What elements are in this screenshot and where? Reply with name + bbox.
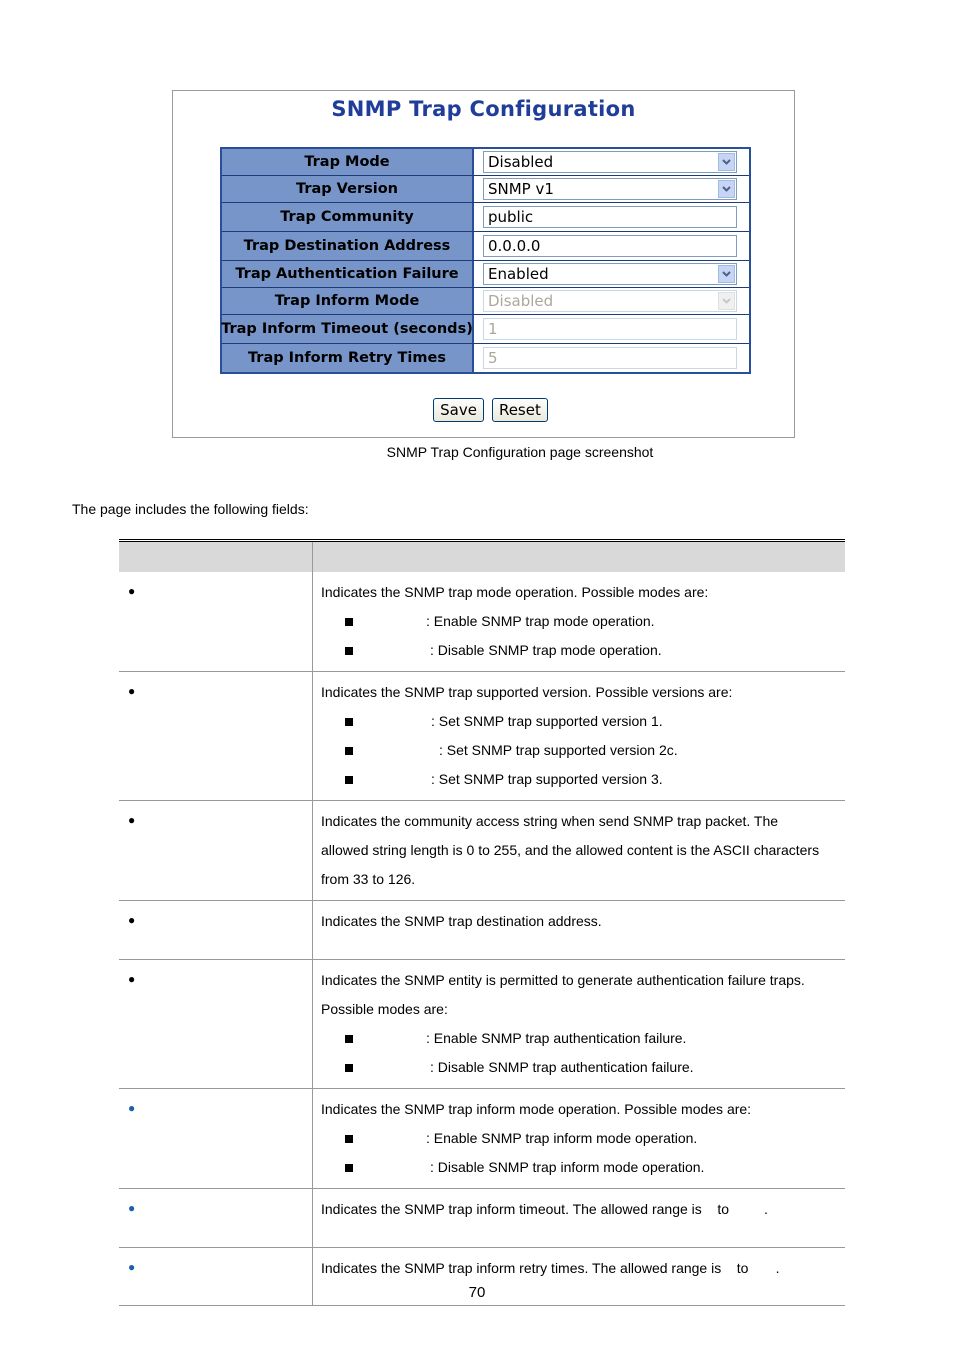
- table-row: [119, 1189, 845, 1248]
- description-text: Indicates the SNMP trap inform mode operation. Possible modes are:: [321, 1101, 752, 1117]
- config-value: SNMP v1: [488, 180, 554, 198]
- config-label: Trap Authentication Failure: [222, 261, 474, 287]
- option-item: [321, 636, 837, 665]
- save-button[interactable]: Save: [433, 398, 484, 422]
- option-text: : Set SNMP trap supported version 1.: [431, 713, 663, 729]
- config-value-cell: [474, 288, 749, 314]
- config-table: [220, 147, 751, 374]
- chevron-down-icon[interactable]: [718, 153, 735, 171]
- button-row: [173, 398, 794, 422]
- config-label: Trap Inform Mode: [222, 288, 474, 314]
- option-text: : Set SNMP trap supported version 3.: [431, 771, 663, 787]
- bullet-icon: ●: [128, 1260, 136, 1274]
- option-item: [321, 607, 837, 636]
- config-value: 1: [488, 320, 498, 338]
- square-bullet-icon: [345, 776, 353, 784]
- config-label: Trap Inform Retry Times: [222, 344, 474, 372]
- table-row: [119, 801, 845, 901]
- config-label: Trap Inform Timeout (seconds): [222, 315, 474, 343]
- config-input: [483, 318, 737, 340]
- config-row: [222, 288, 749, 315]
- option-text: : Set SNMP trap supported version 2c.: [439, 742, 678, 758]
- config-label: Trap Version: [222, 176, 474, 202]
- config-value-cell: [474, 203, 749, 231]
- object-cell: [119, 672, 313, 801]
- option-text: : Disable SNMP trap inform mode operation.: [430, 1159, 705, 1175]
- config-value-cell: [474, 232, 749, 260]
- config-row: [222, 232, 749, 261]
- config-value: Disabled: [488, 153, 554, 171]
- square-bullet-icon: [345, 618, 353, 626]
- description-cell: [313, 672, 846, 801]
- table-row: [119, 960, 845, 1089]
- option-item: [321, 736, 837, 765]
- config-screenshot: [172, 90, 795, 438]
- bullet-icon: ●: [128, 972, 136, 986]
- config-input[interactable]: [483, 235, 737, 257]
- config-select[interactable]: [483, 263, 737, 285]
- option-item: [321, 1053, 837, 1082]
- config-row: [222, 344, 749, 372]
- config-title: SNMP Trap Configuration: [331, 97, 636, 121]
- object-cell: [119, 572, 313, 672]
- option-text: : Enable SNMP trap inform mode operation.: [426, 1130, 698, 1146]
- config-label: Trap Community: [222, 203, 474, 231]
- description-text: from 33 to 126.: [321, 871, 416, 887]
- intro-text: The page includes the following fields:: [72, 501, 309, 517]
- bullet-icon: ●: [128, 813, 136, 827]
- square-bullet-icon: [345, 1164, 353, 1172]
- config-row: [222, 149, 749, 176]
- table-row: [119, 1089, 845, 1189]
- page-number: 70: [468, 1284, 486, 1301]
- object-cell: [119, 1189, 313, 1248]
- config-select[interactable]: [483, 151, 737, 173]
- description-text: Indicates the SNMP entity is permitted to generate authentication failure traps.: [321, 972, 805, 988]
- table-header-row: [119, 541, 845, 573]
- option-text: : Disable SNMP trap authentication failure.: [430, 1059, 694, 1075]
- config-value-cell: [474, 261, 749, 287]
- config-row: [222, 261, 749, 288]
- table-row: [119, 672, 845, 801]
- square-bullet-icon: [345, 1035, 353, 1043]
- table-row: [119, 901, 845, 960]
- config-row: [222, 315, 749, 344]
- config-select: [483, 290, 737, 312]
- object-cell: [119, 901, 313, 960]
- header-description: [313, 541, 846, 573]
- table-row: [119, 572, 845, 672]
- square-bullet-icon: [345, 1135, 353, 1143]
- description-text: Possible modes are:: [321, 1001, 448, 1017]
- option-item: [321, 1024, 837, 1053]
- object-cell: [119, 960, 313, 1089]
- square-bullet-icon: [345, 718, 353, 726]
- config-row: [222, 203, 749, 232]
- config-label: Trap Destination Address: [222, 232, 474, 260]
- option-text: : Disable SNMP trap mode operation.: [430, 642, 662, 658]
- chevron-down-icon[interactable]: [718, 180, 735, 198]
- description-text: Indicates the SNMP trap inform timeout. The allowed range is to .: [321, 1201, 768, 1217]
- bullet-icon: ●: [128, 684, 136, 698]
- description-text: Indicates the SNMP trap mode operation. Possible modes are:: [321, 584, 709, 600]
- description-cell: [313, 572, 846, 672]
- reset-button[interactable]: Reset: [492, 398, 548, 422]
- option-item: [321, 765, 837, 794]
- chevron-down-icon[interactable]: [718, 265, 735, 283]
- description-cell: [313, 1089, 846, 1189]
- option-text: : Enable SNMP trap mode operation.: [426, 613, 655, 629]
- option-item: [321, 707, 837, 736]
- square-bullet-icon: [345, 1064, 353, 1072]
- bullet-icon: ●: [128, 584, 136, 598]
- config-input[interactable]: [483, 206, 737, 228]
- config-value: 5: [488, 349, 498, 367]
- object-cell: [119, 1089, 313, 1189]
- square-bullet-icon: [345, 747, 353, 755]
- config-value: Enabled: [488, 265, 549, 283]
- option-item: [321, 1153, 837, 1182]
- config-label: Trap Mode: [222, 149, 474, 175]
- description-text: Indicates the SNMP trap supported version. Possible versions are:: [321, 684, 733, 700]
- config-value: public: [488, 208, 534, 226]
- object-cell: [119, 801, 313, 901]
- config-value-cell: [474, 344, 749, 372]
- bullet-icon: ●: [128, 913, 136, 927]
- config-input: [483, 347, 737, 369]
- chevron-down-icon: [718, 292, 735, 310]
- option-text: : Enable SNMP trap authentication failure.: [426, 1030, 687, 1046]
- config-value: Disabled: [488, 292, 554, 310]
- figure-caption: SNMP Trap Configuration page screenshot: [386, 444, 654, 460]
- description-text: Indicates the SNMP trap inform retry times. The allowed range is to .: [321, 1260, 780, 1276]
- config-row: [222, 176, 749, 203]
- fields-table: [119, 539, 845, 1306]
- description-cell: [313, 1189, 846, 1248]
- description-text: Indicates the community access string when send SNMP trap packet. The: [321, 813, 779, 829]
- bullet-icon: ●: [128, 1201, 136, 1215]
- description-cell: [313, 960, 846, 1089]
- description-cell: [313, 901, 846, 960]
- bullet-icon: ●: [128, 1101, 136, 1115]
- config-value-cell: [474, 176, 749, 202]
- description-text: Indicates the SNMP trap destination address.: [321, 913, 602, 929]
- config-select[interactable]: [483, 178, 737, 200]
- config-value: 0.0.0.0: [488, 237, 541, 255]
- config-value-cell: [474, 149, 749, 175]
- description-cell: [313, 801, 846, 901]
- square-bullet-icon: [345, 647, 353, 655]
- description-text: allowed string length is 0 to 255, and the allowed content is the ASCII characters: [321, 842, 820, 858]
- header-object: [119, 541, 313, 573]
- config-value-cell: [474, 315, 749, 343]
- option-item: [321, 1124, 837, 1153]
